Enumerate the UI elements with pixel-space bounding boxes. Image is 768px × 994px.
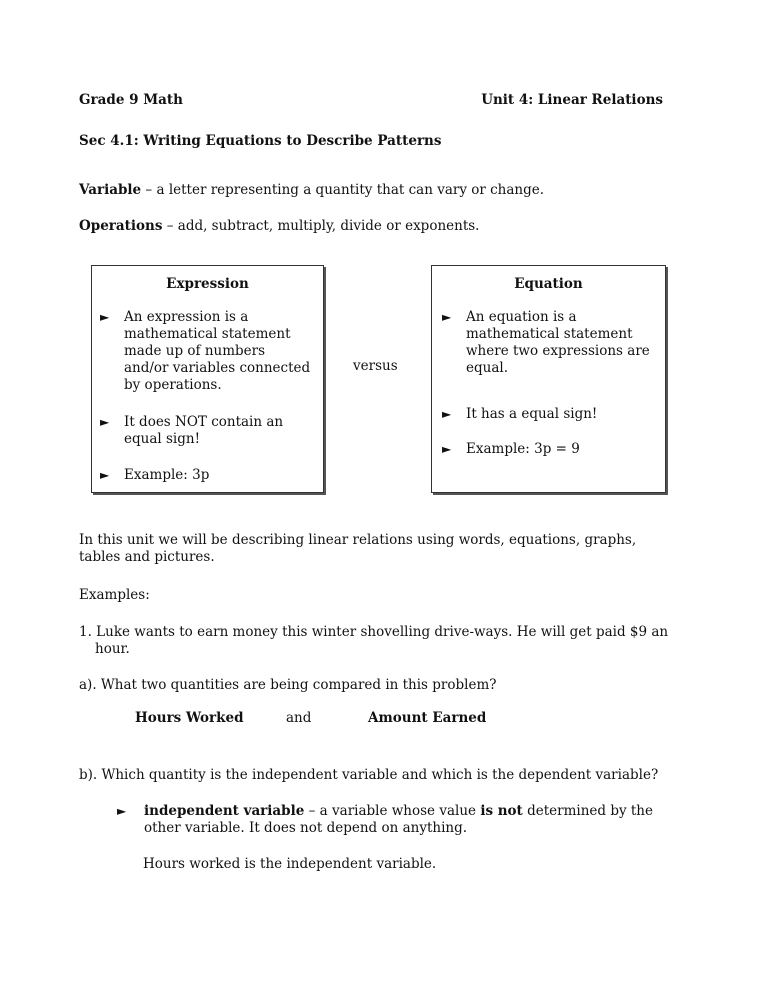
bullet-arrow-icon: ►	[117, 804, 127, 818]
is-not-emphasis: is not	[480, 803, 523, 819]
equation-box	[431, 265, 666, 493]
expression-bullet-2: ► It does NOT contain an equal sign!	[100, 414, 284, 447]
intro-paragraph: In this unit we will be describing linear relations using words, equations, graphs, tables and pictures.	[79, 532, 637, 565]
equation-bullet-1: ► An equation is a mathematical statement where two expressions are equal.	[442, 309, 650, 376]
expression-bullet-1: ► An expression is a mathematical statement made up of numbers and/or variables connected by operations.	[100, 309, 311, 393]
independent-term: independent variable	[144, 803, 305, 819]
equation-bullet-2: ► It has a equal sign!	[442, 406, 598, 422]
answer-hours-worked: Hours Worked	[135, 710, 244, 726]
operations-text: – add, subtract, multiply, divide or exponents.	[162, 218, 480, 234]
variable-definition	[79, 182, 544, 199]
question-a: a). What two quantities are being compared in this problem?	[79, 677, 497, 693]
expression-box	[91, 265, 324, 493]
section-title: Sec 4.1: Writing Equations to Describe Patterns	[79, 133, 442, 149]
question-b: b). Which quantity is the independent variable and which is the dependent variable?	[79, 767, 659, 783]
equation-title: Equation	[514, 276, 583, 292]
bullet-arrow-icon: ►	[442, 310, 452, 324]
variable-text: – a letter representing a quantity that can vary or change.	[141, 182, 545, 198]
question-1: 1. Luke wants to earn money this winter shovelling drive-ways. He will get paid $9 an hour.	[79, 624, 669, 657]
versus-label: versus	[353, 358, 398, 374]
expression-bullet-3: ► Example: 3p	[100, 467, 210, 483]
answer-and: and	[286, 710, 312, 726]
variable-term: Variable	[79, 182, 142, 198]
expression-title: Expression	[166, 276, 249, 292]
equation-bullet-3: ► Example: 3p = 9	[442, 441, 580, 457]
bullet-arrow-icon: ►	[100, 468, 110, 482]
independent-variable-bullet: ► independent variable – a variable whose value is not determined by the other variable. It does not depend on anything.	[117, 803, 653, 836]
course-title: Grade 9 Math	[79, 92, 183, 108]
operations-definition	[79, 218, 479, 235]
operations-term: Operations	[79, 218, 163, 234]
unit-title: Unit 4: Linear Relations	[481, 92, 663, 108]
bullet-arrow-icon: ►	[442, 442, 452, 456]
bullet-arrow-icon: ►	[100, 310, 110, 324]
bullet-arrow-icon: ►	[100, 415, 110, 429]
bullet-arrow-icon: ►	[442, 407, 452, 421]
independent-answer: Hours worked is the independent variable.	[143, 856, 437, 872]
examples-label: Examples:	[79, 587, 150, 603]
answer-amount-earned: Amount Earned	[368, 710, 487, 726]
